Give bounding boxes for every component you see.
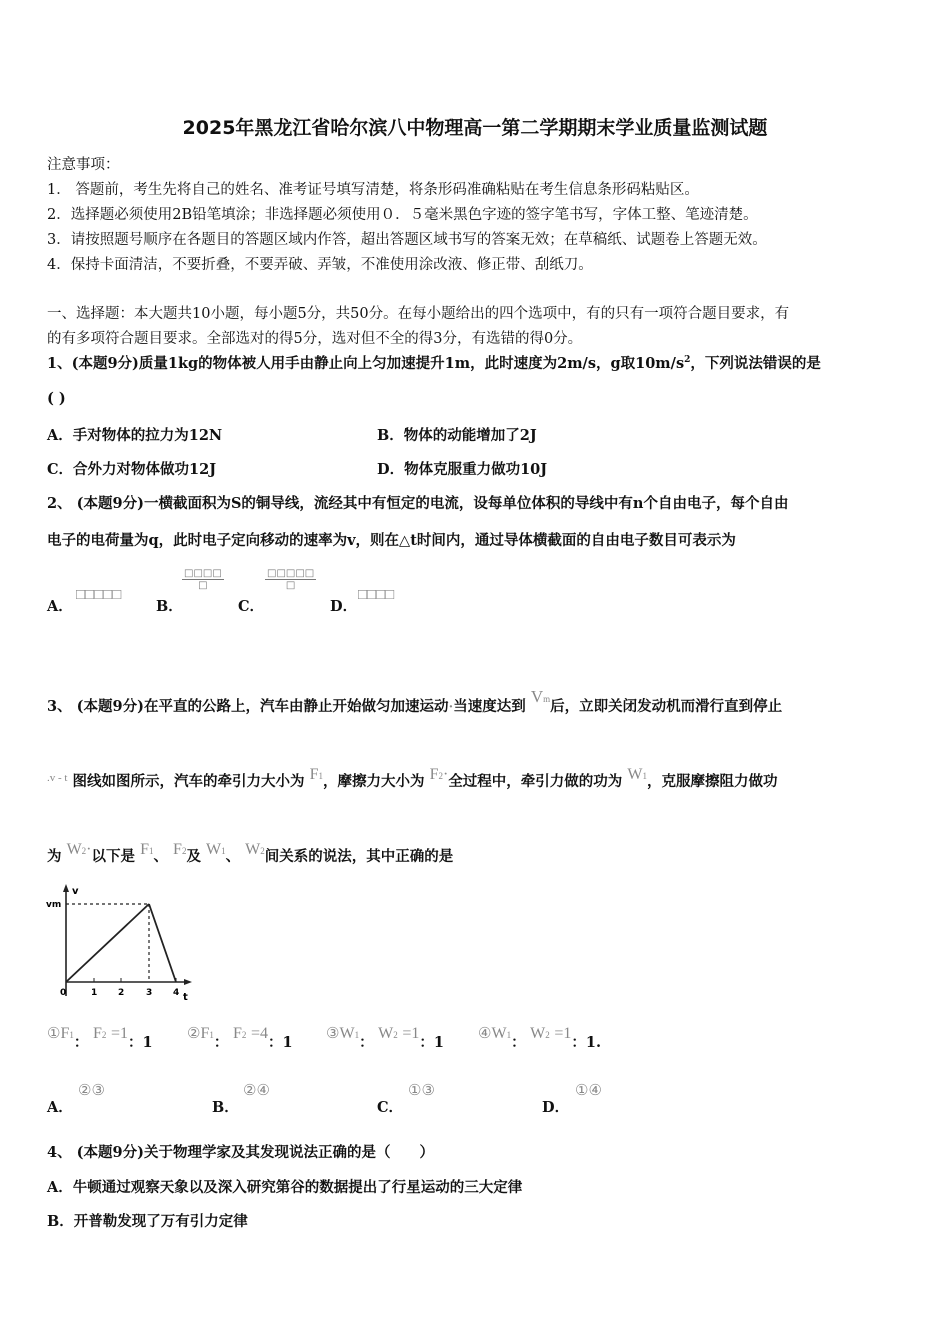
q2-option-b-formula [182,568,224,591]
q3-st2-colon1: ： [213,1034,229,1051]
q3-st2-b: F [232,1025,242,1042]
q3-stem-line-1 [47,687,783,716]
q3-f2-sub: 2 [438,771,443,781]
q4-option-b: B．开普勒发现了万有引力定律 [47,1213,248,1230]
q3-line1-dot: · [448,699,454,715]
q2-option-b-numerator: □□□□ [184,568,222,579]
q3-w2-sub: 2 [81,846,87,856]
q2-stem-line-2: 电子的电荷量为q，此时电子定向移动的速率为v，则在△t时间内，通过导体横截面的自由电子数目可表示为 [47,532,736,549]
q3-l3-f2-sub: 2 [181,846,187,856]
q3-st4-bsub: 2 [545,1030,550,1040]
q3-line2-d: ，克服摩擦阻力做功 [646,773,778,790]
vt-graph-ytick-vm: vm [46,900,62,910]
q1-option-b: B．物体的动能增加了2J [377,427,537,444]
q2-option-c-label: C． [238,598,265,615]
q3-st4-a: W [491,1025,507,1042]
q3-l3-f2: F [173,841,182,858]
q1-stem [47,352,821,373]
q3-st3-mark: ③ [326,1024,340,1042]
q2-option-c-denominator: □ [285,580,296,591]
q3-vm-sub: m [543,694,551,704]
q3-line1-a: 3、 (本题9分)在平直的公路上，汽车由静止开始做匀加速运动 [47,698,449,715]
q3-l3-f1-sub: 1 [148,846,154,856]
q4-stem: 4、 (本题9分)关于物理学家及其发现说法正确的是（ ） [47,1144,434,1161]
q3-st1-rel: =1 [110,1025,129,1042]
q3-statement-2 [187,1022,293,1051]
q2-option-d-label: D． [330,598,358,615]
notice-item-1: 1． 答题前，考生先将自己的姓名、准考证号填写清楚，将条形码准确粘贴在考生信息条形码粘贴区。 [47,182,699,198]
q3-line3-d: 间关系的说法，其中正确的是 [264,848,454,865]
section-intro-line-1: 一、选择题：本大题共10小题，每小题5分，共50分。在每小题给出的四个选项中，有的只有一项符合题目要求，有 [47,306,790,322]
q1-option-c: C．合外力对物体做功12J [47,461,217,478]
q3-st4-tail: 1. [585,1034,602,1051]
q3-line1-c: 后，立即关闭发动机而滑行直到停止 [550,698,783,715]
q3-line3-c: 及 [186,848,201,865]
q3-stem-line-3 [47,841,454,866]
q3-line2-c: 全过程中，牵引力做的功为 [448,773,623,790]
q3-st3-bsub: 2 [393,1030,398,1040]
q3-st2-mark: ② [187,1024,201,1042]
q3-st3-a: W [339,1025,355,1042]
q3-line2-a: 图线如图所示，汽车的牵引力大小为 [72,773,305,790]
q3-st3-b: W [378,1025,394,1042]
vt-graph-xtick-2: 2 [118,988,125,998]
q3-statement-4 [478,1022,602,1051]
q3-stem-line-2 [47,766,778,791]
q3-st2-bsub: 2 [241,1030,247,1040]
q3-st3-colon2: ： [419,1034,434,1051]
q3-st3-tail: 1 [433,1034,445,1051]
q1-option-a: A．手对物体的拉力为12N [47,427,223,444]
q3-st2-colon2: ： [268,1034,283,1051]
vt-graph-xtick-3: 3 [146,988,153,998]
q2-option-b-label: B． [156,598,183,615]
vt-graph-ylabel: v [72,886,79,897]
vt-graph [42,882,202,1006]
vt-graph-decel-line [149,904,176,982]
q3-w2: W [66,841,82,858]
q3-option-b-value: ②④ [243,1081,270,1099]
q3-w1: W [627,766,643,783]
q3-st2-tail: 1 [282,1034,293,1051]
q2-option-d-formula: □□□□ [358,587,395,603]
q3-sep-1: 、 [153,848,168,865]
q2-option-a-formula: □□□□□ [76,587,122,603]
vt-graph-xlabel: t [183,992,188,1003]
q3-l3-w1-sub: 1 [221,846,226,856]
q3-line3-a: 为 [47,848,62,865]
q3-st4-colon1: ： [511,1034,526,1051]
q3-option-b-label: B． [212,1099,239,1116]
q3-st1-colon2: ： [128,1034,143,1051]
q1-stem-main: 1、(本题9分)质量1kg的物体被人用手由静止向上匀加速提升1m，此时速度为2m/s，g取10m/s [47,355,685,372]
q3-st1-mark: ① [47,1024,61,1042]
q3-line3-b: 以下是 [91,848,135,865]
section-intro-line-2: 的有多项符合题目要求。全部选对的得5分，选对但不全的得3分，有选错的得0分。 [47,331,583,347]
q3-st1-a: F [60,1025,70,1042]
q2-stem-line-1: 2、 (本题9分)一横截面积为S的铜导线，流经其中有恒定的电流，设每单位体积的导线中有n个自由电子，每个自由 [47,495,789,512]
q3-st1-bsub: 2 [101,1030,107,1040]
notice-item-4: 4．保持卡面清洁，不要折叠，不要弄破、弄皱，不准使用涂改液、修正带、刮纸刀。 [47,257,593,273]
q3-vm-v: V [530,687,544,706]
q3-option-d-value: ①④ [575,1081,602,1099]
q3-st1-colon1: ： [73,1034,89,1051]
q3-f2: F [429,766,439,783]
q3-option-a-value: ②③ [78,1081,105,1099]
notice-item-2: 2．选择题必须使用2B铅笔填涂；非选择题必须使用０．５毫米黑色字迹的签字笔书写，字体工整、笔迹清楚。 [47,207,758,223]
q3-f2-dot: · [442,766,449,783]
q3-statement-1 [47,1022,153,1051]
q3-st3-asub: 1 [354,1030,360,1040]
q3-line1-b: 当速度达到 [453,698,526,715]
vt-graph-x-arrow [184,979,192,985]
q1-option-d: D．物体克服重力做功10J [377,461,548,478]
q3-l3-w2-sub: 2 [260,846,265,856]
page-title: 2025年黑龙江省哈尔滨八中物理高一第二学期期末学业质量监测试题 [182,117,768,139]
q3-f1-sub: 1 [318,771,324,781]
q3-l3-w2: W [245,841,261,858]
q3-st4-colon2: ： [571,1034,586,1051]
q4-option-a: A．牛顿通过观察天象以及深入研究第谷的数据提出了行星运动的三大定律 [47,1179,523,1196]
q3-vt-label: .v - t [47,772,68,784]
q3-st2-rel: =4 [250,1025,269,1042]
q3-st2-a: F [200,1025,210,1042]
q3-st1-b: F [92,1025,102,1042]
vt-graph-xtick-4: 4 [173,988,180,998]
q3-option-c-value: ①③ [408,1081,435,1099]
q1-stem-sup: 2 [684,355,691,366]
q3-st4-mark: ④ [478,1024,492,1042]
q3-option-c-label: C． [377,1099,404,1116]
notice-heading: 注意事项： [47,157,120,173]
q3-st4-asub: 1 [506,1030,512,1040]
q3-line2-b: ，摩擦力大小为 [323,773,425,790]
q3-st1-tail: 1 [142,1034,153,1051]
q3-w1-sub: 1 [642,771,647,781]
q3-st3-colon1: ： [359,1034,374,1051]
q2-option-c-numerator: □□□□□ [267,568,315,579]
q1-paren: ( ) [47,390,66,407]
vt-graph-xtick-0: 0 [60,988,67,998]
q3-statement-3 [326,1022,445,1051]
q3-w2-dot: · [86,841,92,858]
q3-option-d-label: D． [542,1099,570,1116]
q3-option-a-label: A． [47,1099,73,1116]
vt-graph-y-arrow [63,884,69,892]
q3-st3-rel: =1 [402,1025,420,1042]
vt-graph-xtick-1: 1 [91,988,98,998]
q1-stem-tail: ，下列说法错误的是 [690,355,821,372]
q3-l3-f1: F [140,841,149,858]
q3-f1: F [309,766,319,783]
q2-option-b-denominator: □ [198,580,208,591]
q2-option-c-formula [265,568,316,591]
q3-st4-b: W [530,1025,546,1042]
q3-l3-w1: W [206,841,222,858]
q3-st1-asub: 1 [69,1030,74,1040]
notice-item-3: 3．请按照题号顺序在各题目的答题区域内作答，超出答题区域书写的答案无效；在草稿纸、试题卷上答题无效。 [47,232,767,248]
vt-graph-accel-line [66,904,149,982]
q3-sep-2: 、 [225,848,241,865]
q2-option-a-label: A． [47,598,73,615]
q3-st4-rel: =1 [554,1025,572,1042]
q3-st2-asub: 1 [209,1030,214,1040]
